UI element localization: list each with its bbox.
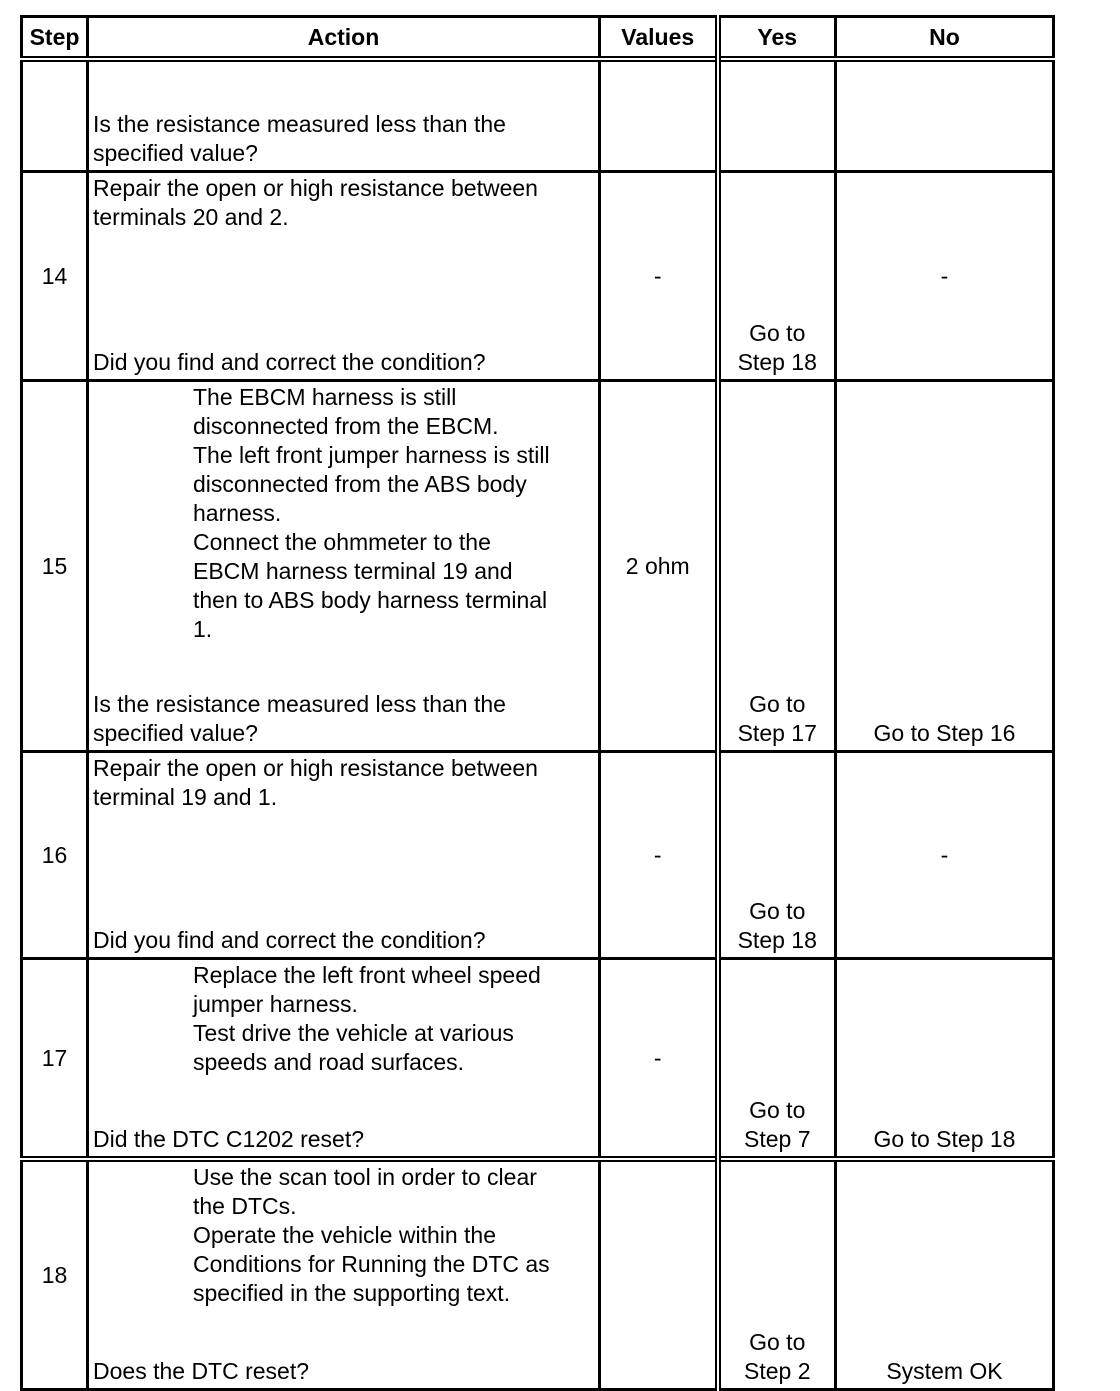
- action-cell: [88, 959, 600, 1160]
- yes-line: Go to: [749, 691, 806, 717]
- values-cell: [600, 752, 718, 959]
- action-line: disconnected from the EBCM.: [193, 413, 499, 439]
- question-line: specified value?: [93, 720, 258, 746]
- no-line: -: [940, 841, 949, 868]
- values-cell: [600, 381, 718, 752]
- step-cell: [22, 1159, 88, 1390]
- action-line: Replace the left front wheel speed: [193, 962, 541, 988]
- action-line: Repair the open or high resistance between: [93, 175, 538, 201]
- value-text: 2 ohm: [625, 552, 690, 579]
- no-cell: [836, 381, 1054, 752]
- values-cell: [600, 172, 718, 381]
- table-header-row: [22, 17, 1054, 60]
- table-row: [22, 752, 1054, 959]
- header-values: Values: [600, 17, 718, 60]
- action-cell: [88, 172, 600, 381]
- yes-line: Step 18: [737, 349, 817, 375]
- values-cell: [600, 59, 718, 172]
- no-line: System OK: [886, 1358, 1003, 1384]
- action-line: terminals 20 and 2.: [93, 204, 289, 230]
- no-cell: [836, 959, 1054, 1160]
- action-cell: [88, 752, 600, 959]
- values-cell: [600, 959, 718, 1160]
- yes-line: Go to: [749, 1329, 806, 1355]
- step-cell: [22, 381, 88, 752]
- action-instructions: [93, 1163, 594, 1308]
- action-cell: [88, 1159, 600, 1390]
- action-line: the DTCs.: [193, 1193, 297, 1219]
- action-line: 1.: [193, 616, 213, 642]
- action-cell: [88, 59, 600, 172]
- yes-line: Step 17: [737, 720, 817, 746]
- question-line: Did the DTC C1202 reset?: [93, 1126, 365, 1152]
- table-row: [22, 959, 1054, 1160]
- no-cell: [836, 172, 1054, 381]
- action-line: jumper harness.: [193, 991, 358, 1017]
- action-question: [93, 926, 594, 955]
- yes-cell: [718, 172, 836, 381]
- action-question: [93, 348, 594, 377]
- question-line: Did you find and correct the condition?: [93, 349, 486, 375]
- no-cell: [836, 1159, 1054, 1390]
- step-cell: [22, 752, 88, 959]
- action-line: terminal 19 and 1.: [93, 784, 278, 810]
- action-question: [93, 110, 594, 168]
- yes-cell: [718, 59, 836, 172]
- table-row: [22, 59, 1054, 172]
- question-line: Is the resistance measured less than the: [93, 691, 506, 717]
- step-number: 14: [41, 262, 68, 289]
- yes-cell: [718, 1159, 836, 1390]
- question-line: Is the resistance measured less than the: [93, 111, 506, 137]
- step-number: 18: [41, 1261, 68, 1288]
- action-instructions: [93, 383, 594, 644]
- action-line: Repair the open or high resistance between: [93, 755, 538, 781]
- yes-line: Go to: [749, 320, 806, 346]
- no-line: Go to Step 16: [873, 720, 1016, 746]
- diagnostic-table-page: [20, 15, 1055, 1391]
- yes-line: Step 2: [744, 1358, 811, 1384]
- question-line: Does the DTC reset?: [93, 1358, 310, 1384]
- step-number: 17: [41, 1044, 68, 1071]
- action-line: speeds and road surfaces.: [193, 1049, 465, 1075]
- header-action: Action: [88, 17, 600, 60]
- action-line: disconnected from the ABS body: [193, 471, 527, 497]
- no-cell: [836, 59, 1054, 172]
- action-cell: [88, 381, 600, 752]
- yes-line: Go to: [749, 898, 806, 924]
- header-yes: Yes: [718, 17, 836, 60]
- yes-line: Step 18: [737, 927, 817, 953]
- question-line: Did you find and correct the condition?: [93, 927, 486, 953]
- action-question: [93, 690, 594, 748]
- header-step: Step: [22, 17, 88, 60]
- table-row: [22, 172, 1054, 381]
- step-cell: [22, 959, 88, 1160]
- value-text: -: [653, 1044, 662, 1071]
- diagnostic-table: [20, 15, 1055, 1391]
- action-line: Test drive the vehicle at various: [193, 1020, 514, 1046]
- yes-line: Step 7: [744, 1126, 811, 1152]
- table-row: [22, 1159, 1054, 1390]
- action-question: [93, 1125, 594, 1154]
- action-line: Conditions for Running the DTC as: [193, 1251, 550, 1277]
- action-line: then to ABS body harness terminal: [193, 587, 548, 613]
- action-line: Operate the vehicle within the: [193, 1222, 497, 1248]
- no-cell: [836, 752, 1054, 959]
- yes-line: Go to: [749, 1097, 806, 1123]
- action-instructions: [93, 754, 594, 812]
- value-text: -: [653, 841, 662, 868]
- header-no: No: [836, 17, 1054, 60]
- yes-cell: [718, 752, 836, 959]
- action-line: specified in the supporting text.: [193, 1280, 511, 1306]
- yes-cell: [718, 381, 836, 752]
- step-cell: [22, 59, 88, 172]
- value-text: -: [653, 262, 662, 289]
- yes-cell: [718, 959, 836, 1160]
- values-cell: [600, 1159, 718, 1390]
- action-line: The left front jumper harness is still: [193, 442, 550, 468]
- table-row: [22, 381, 1054, 752]
- action-line: EBCM harness terminal 19 and: [193, 558, 513, 584]
- step-number: 15: [41, 552, 68, 579]
- no-line: -: [940, 262, 949, 289]
- step-cell: [22, 172, 88, 381]
- action-instructions: [93, 174, 594, 232]
- question-line: specified value?: [93, 140, 258, 166]
- step-number: 16: [41, 841, 68, 868]
- action-line: Connect the ohmmeter to the: [193, 529, 491, 555]
- no-line: Go to Step 18: [873, 1126, 1016, 1152]
- action-line: harness.: [193, 500, 282, 526]
- action-line: The EBCM harness is still: [193, 384, 457, 410]
- action-line: Use the scan tool in order to clear: [193, 1164, 537, 1190]
- action-instructions: [93, 961, 594, 1077]
